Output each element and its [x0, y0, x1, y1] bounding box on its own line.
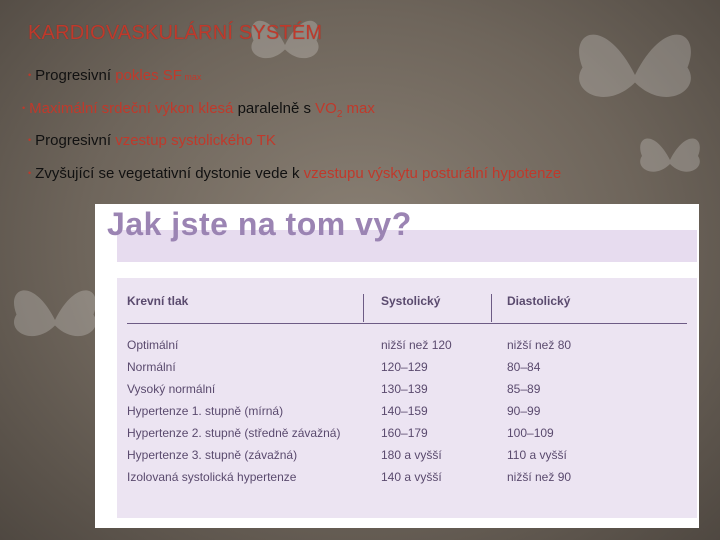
cell-systolic: 120–129 — [381, 360, 428, 374]
cell-diastolic: 100–109 — [507, 426, 554, 440]
cell-category: Hypertenze 3. stupně (závažná) — [127, 448, 298, 462]
cell-systolic: nižší než 120 — [381, 338, 452, 352]
bullet-subscript: max — [181, 72, 202, 82]
cell-systolic: 140–159 — [381, 404, 428, 418]
bullet-dot-icon: • — [28, 168, 32, 178]
bullet-highlight: pokles SF — [115, 67, 182, 84]
cell-category: Optimální — [127, 338, 179, 352]
bullet-subscript: 2 — [336, 109, 343, 120]
cell-diastolic: 90–99 — [507, 404, 541, 418]
bullet-2 — [22, 99, 375, 124]
cell-systolic: 160–179 — [381, 426, 428, 440]
column-divider — [491, 294, 492, 322]
cell-category: Hypertenze 1. stupně (mírná) — [127, 404, 284, 418]
table-row — [117, 336, 697, 356]
cell-systolic: 180 a vyšší — [381, 448, 442, 462]
bullet-text: Progresivní — [35, 132, 116, 149]
cell-category: Vysoký normální — [127, 382, 216, 396]
cell-diastolic: 110 a vyšší — [507, 448, 567, 462]
bullet-4 — [28, 164, 678, 183]
bullet-highlight: vzestup systolického TK — [115, 132, 276, 149]
cell-category: Hypertenze 2. stupně (středně závažná) — [127, 426, 341, 440]
table-row — [117, 402, 697, 422]
table-row — [117, 380, 697, 400]
blood-pressure-table-image — [95, 204, 699, 528]
bullet-text: Progresivní — [35, 67, 116, 84]
cell-systolic: 140 a vyšší — [381, 470, 442, 484]
header-systolicky: Systolický — [381, 294, 441, 308]
bullet-dot-icon: • — [28, 135, 32, 145]
butterfly-icon — [630, 120, 710, 200]
table-row — [117, 358, 697, 378]
header-diastolicky: Diastolický — [507, 294, 571, 308]
bullet-highlight: vzestupu výskytu posturální hypotenze — [303, 165, 562, 182]
cell-category: Normální — [127, 360, 176, 374]
table-row — [117, 468, 697, 488]
bullet-highlight: Maximální srdeční výkon klesá — [29, 100, 234, 117]
table-row — [117, 446, 697, 466]
table-row — [117, 424, 697, 444]
bullet-highlight-vo: VO — [315, 100, 337, 117]
cell-diastolic: 85–89 — [507, 382, 541, 396]
slide-title: KARDIOVASKULÁRNÍ SYSTÉM — [28, 22, 323, 44]
butterfly-icon — [0, 250, 110, 390]
bullet-dot-icon: • — [28, 70, 32, 80]
cell-systolic: 130–139 — [381, 382, 428, 396]
blood-pressure-table — [117, 278, 697, 518]
bullet-text: Zvyšující se vegetativní dystonie vede k — [35, 165, 304, 182]
bullet-text: paralelně s — [233, 100, 316, 117]
bullet-1 — [28, 66, 201, 86]
bullet-3 — [28, 131, 276, 150]
column-divider — [363, 294, 364, 322]
cell-diastolic: nižší než 90 — [507, 470, 572, 484]
bullet-dot-icon: • — [22, 103, 26, 113]
header-rule — [127, 323, 687, 324]
bullet-highlight-max: max — [342, 100, 375, 117]
butterfly-icon — [240, 0, 330, 90]
cell-category: Izolovaná systolická hypertenze — [127, 470, 297, 484]
table-heading: Jak jste na tom vy? — [107, 206, 412, 242]
cell-diastolic: nižší než 80 — [507, 338, 572, 352]
header-krevni-tlak: Krevní tlak — [127, 294, 189, 308]
cell-diastolic: 80–84 — [507, 360, 541, 374]
